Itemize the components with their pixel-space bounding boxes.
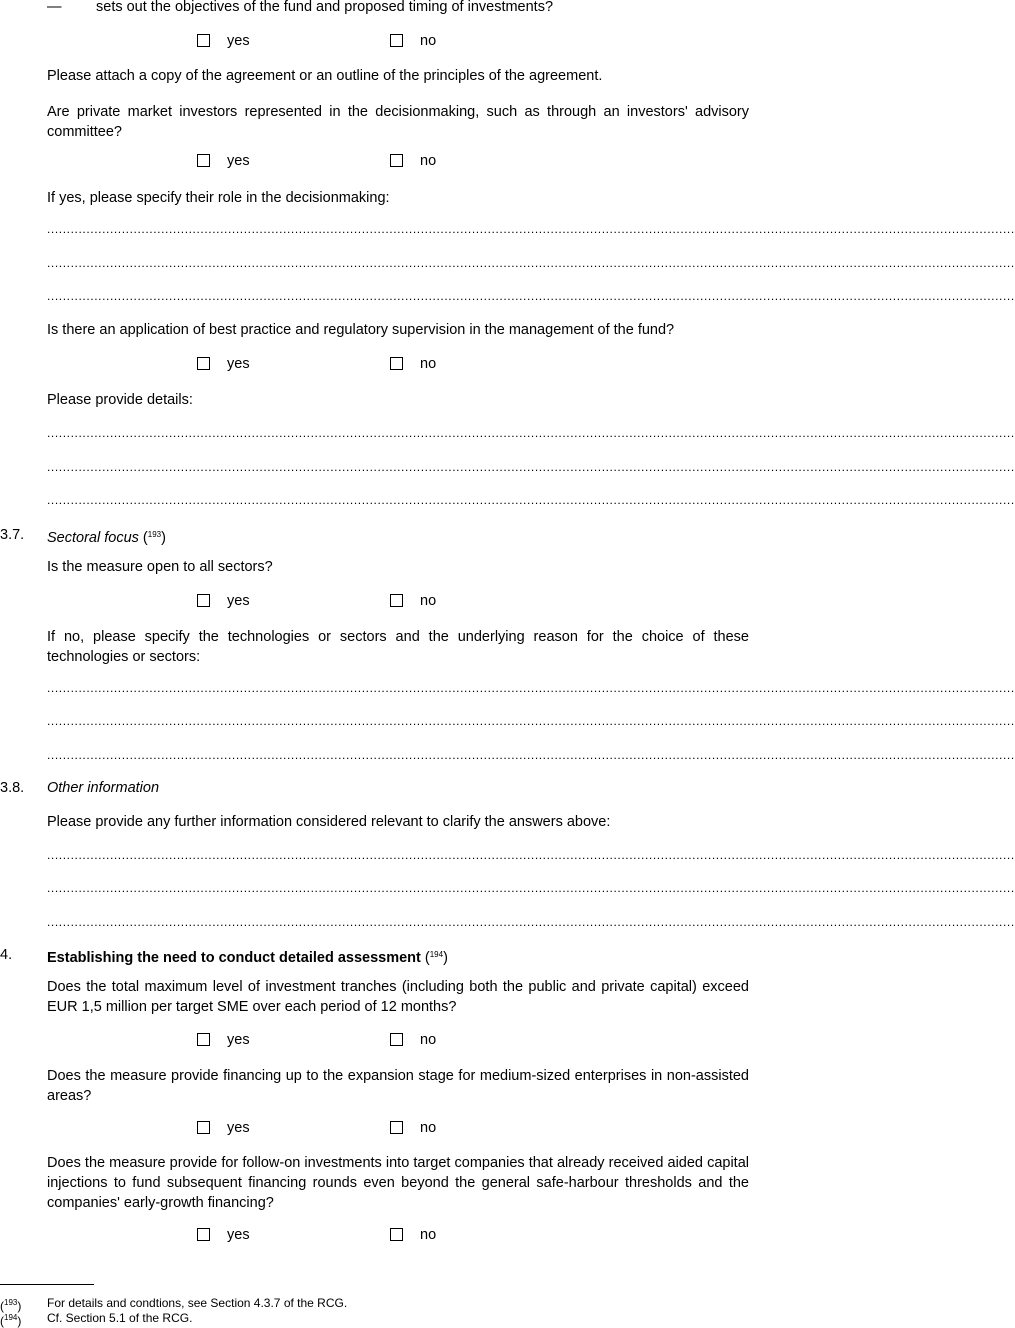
checkbox-yes-label: yes [227, 356, 250, 372]
checkbox-yes-label: yes [227, 153, 250, 169]
checkbox-yes-label: yes [227, 593, 250, 609]
answer-line[interactable]: ...................................................................................................................................................................................................................................................... [47, 748, 1015, 762]
section-heading-sectoral-focus [47, 525, 166, 548]
checkbox-no[interactable] [390, 34, 403, 47]
footnote-text: Cf. Section 5.1 of the RCG. [47, 1311, 193, 1325]
footnote-number: 193 [4, 1298, 18, 1307]
question-best-practice: Is there an application of best practice and regulatory supervision in the management of the fund? [47, 322, 675, 338]
section-number: 4. [0, 947, 13, 963]
footnote-text: For details and condtions, see Section 4.3.7 of the RCG. [47, 1296, 348, 1310]
checkbox-no-label: no [420, 1120, 437, 1136]
section-title: Establishing the need to conduct detailed assessment [47, 950, 421, 966]
footnote-ref-open: ( [138, 530, 148, 546]
answer-line[interactable]: ...................................................................................................................................................................................................................................................... [47, 714, 1015, 728]
section-number: 3.7. [0, 527, 25, 543]
answer-line[interactable]: ...................................................................................................................................................................................................................................................... [47, 881, 1015, 895]
question-expansion-stage: Does the measure provide financing up to the expansion stage for medium-sized enterprises in non-assisted areas? [47, 1068, 749, 1104]
footnote-separator [0, 1284, 94, 1285]
checkbox-no-label: no [420, 1032, 437, 1048]
checkbox-no[interactable] [390, 1033, 403, 1046]
dash-bullet: — [47, 0, 62, 15]
further-info-prompt: Please provide any further information considered relevant to clarify the answers above: [47, 814, 611, 830]
answer-line[interactable]: ...................................................................................................................................................................................................................................................... [47, 426, 1015, 440]
footnote-ref-open: ( [420, 950, 430, 966]
question-open-all-sectors: Is the measure open to all sectors? [47, 559, 273, 575]
question-private-investors: Are private market investors represented in the decisionmaking, such as through an investors' advisory committee? [47, 104, 749, 140]
checkbox-no-label: no [420, 153, 437, 169]
section-heading-detailed-assessment [47, 945, 448, 968]
answer-line[interactable]: ...................................................................................................................................................................................................................................................... [47, 681, 1015, 695]
footnote-number: 194 [4, 1313, 18, 1322]
footnote-ref-close: ) [443, 950, 448, 966]
checkbox-yes[interactable] [197, 1033, 210, 1046]
provide-details-prompt: Please provide details: [47, 392, 193, 408]
checkbox-yes[interactable] [197, 1228, 210, 1241]
answer-line[interactable]: ...................................................................................................................................................................................................................................................... [47, 289, 1015, 303]
checkbox-yes[interactable] [197, 154, 210, 167]
answer-line[interactable]: ...................................................................................................................................................................................................................................................... [47, 222, 1015, 236]
answer-line[interactable]: ...................................................................................................................................................................................................................................................... [47, 915, 1015, 929]
checkbox-no-label: no [420, 593, 437, 609]
answer-line[interactable]: ...................................................................................................................................................................................................................................................... [47, 256, 1015, 270]
checkbox-no[interactable] [390, 1228, 403, 1241]
question-sets-out: sets out the objectives of the fund and proposed timing of investments? [96, 0, 554, 15]
checkbox-yes[interactable] [197, 594, 210, 607]
checkbox-no-label: no [420, 356, 437, 372]
checkbox-yes-label: yes [227, 1227, 250, 1243]
if-no-sectors-prompt: If no, please specify the technologies or sectors and the underlying reason for the choice of these technologies or sectors: [47, 629, 749, 665]
footnote-marker: ($^{194}$) [0, 1313, 22, 1328]
checkbox-no[interactable] [390, 357, 403, 370]
footnote-ref[interactable]: 194 [429, 950, 444, 959]
checkbox-yes-label: yes [227, 1032, 250, 1048]
checkbox-yes-label: yes [227, 1120, 250, 1136]
footnote-ref-close: ) [161, 530, 166, 546]
answer-line[interactable]: ...................................................................................................................................................................................................................................................... [47, 493, 1015, 507]
checkbox-no[interactable] [390, 1121, 403, 1134]
footnote-marker: ($^{193}$) [0, 1298, 22, 1313]
checkbox-no[interactable] [390, 594, 403, 607]
checkbox-no-label: no [420, 1227, 437, 1243]
checkbox-no-label: no [420, 33, 437, 49]
section-number: 3.8. [0, 780, 25, 796]
section-heading-other-information: Other information [47, 780, 160, 796]
section-title: Sectoral focus [47, 530, 139, 546]
question-follow-on: Does the measure provide for follow-on investments into target companies that already received aided capital injections to fund subsequent financing rounds even beyond the general safe-harbour thresholds and the companies' early-growth financing? [47, 1155, 749, 1211]
if-yes-role-prompt: If yes, please specify their role in the decisionmaking: [47, 190, 390, 206]
checkbox-yes[interactable] [197, 34, 210, 47]
footnote-ref[interactable]: 193 [147, 530, 162, 539]
attach-instruction: Please attach a copy of the agreement or an outline of the principles of the agreement. [47, 68, 603, 84]
checkbox-yes-label: yes [227, 33, 250, 49]
checkbox-yes[interactable] [197, 1121, 210, 1134]
answer-line[interactable]: ...................................................................................................................................................................................................................................................... [47, 460, 1015, 474]
checkbox-no[interactable] [390, 154, 403, 167]
answer-line[interactable]: ...................................................................................................................................................................................................................................................... [47, 848, 1015, 862]
question-total-tranches: Does the total maximum level of investment tranches (including both the public and private capital) exceed EUR 1,5 million per target SME over each period of 12 months? [47, 979, 749, 1015]
checkbox-yes[interactable] [197, 357, 210, 370]
